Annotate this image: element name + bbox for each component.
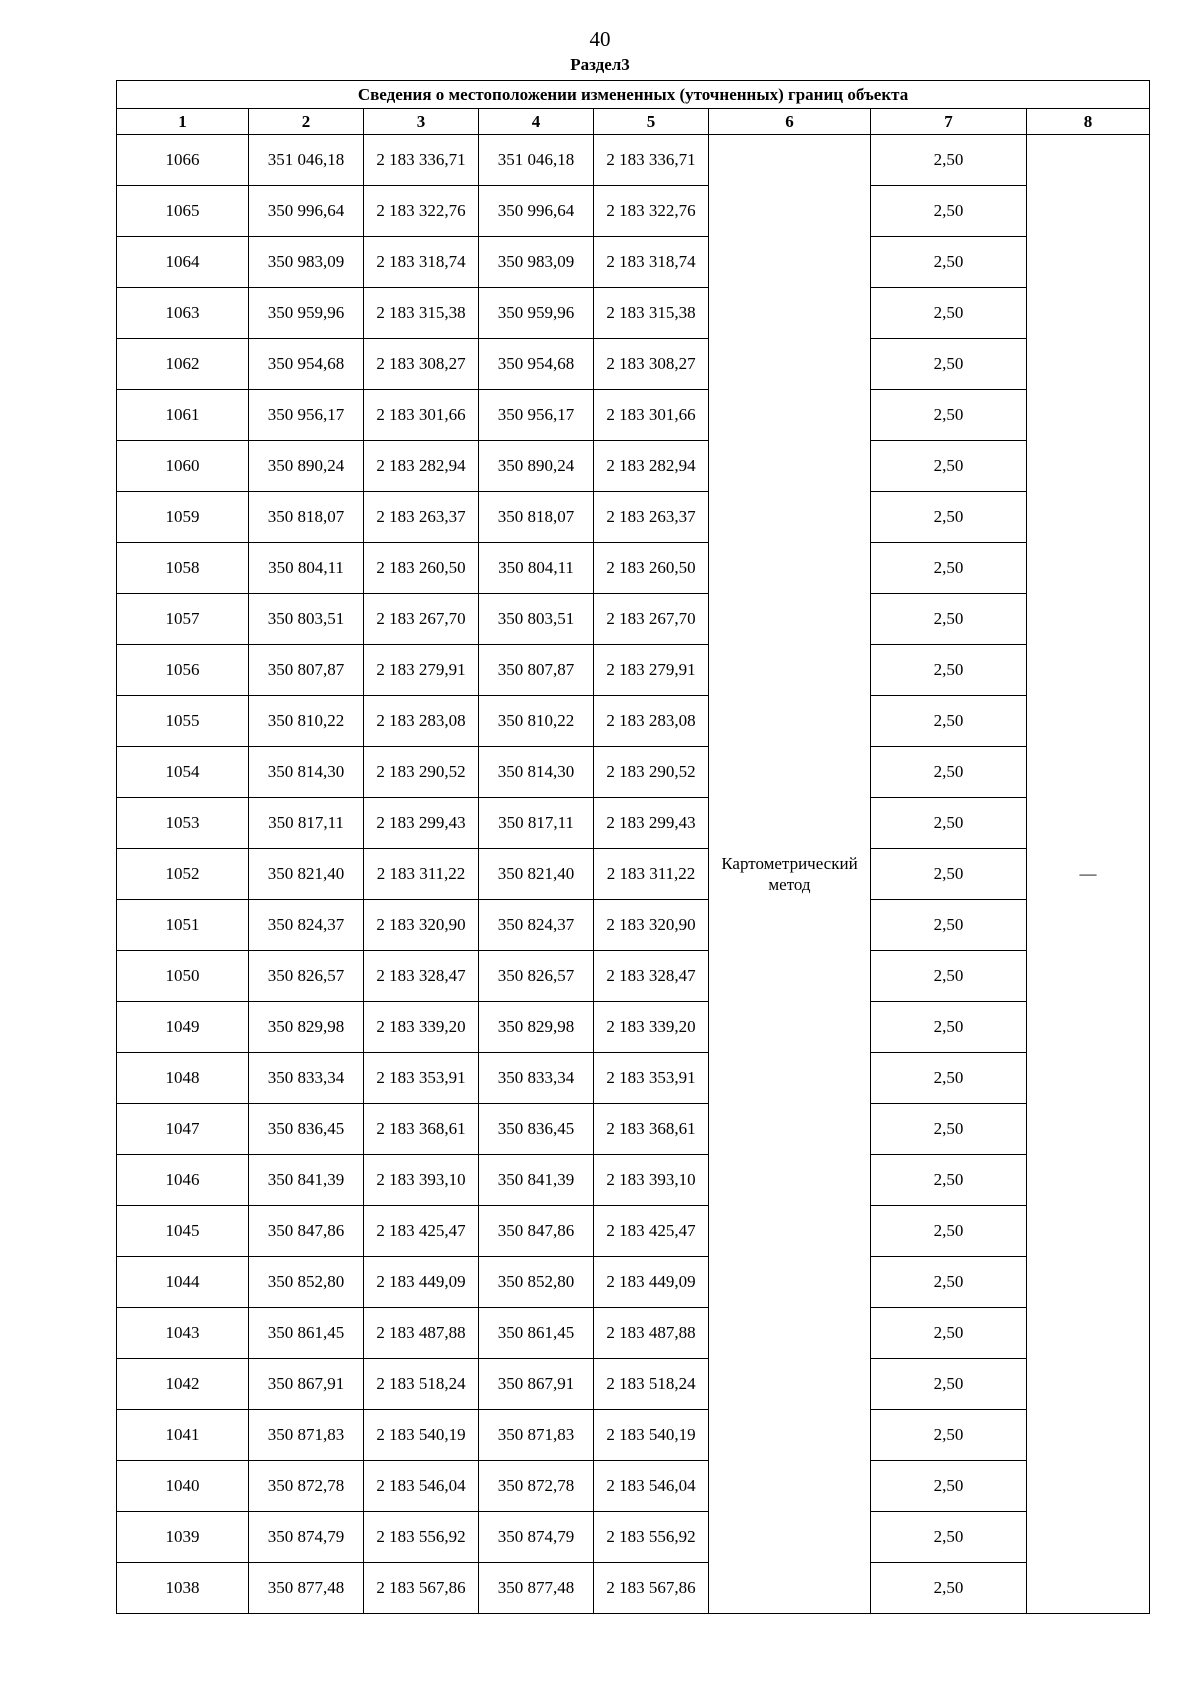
x-old-cell: 351 046,18 — [249, 135, 364, 186]
y-old-cell: 2 183 320,90 — [364, 900, 479, 951]
x-new-cell: 350 954,68 — [479, 339, 594, 390]
y-new-cell: 2 183 260,50 — [594, 543, 709, 594]
point-number-cell: 1044 — [117, 1257, 249, 1308]
point-number-cell: 1041 — [117, 1410, 249, 1461]
x-old-cell: 350 872,78 — [249, 1461, 364, 1512]
point-number-cell: 1057 — [117, 594, 249, 645]
point-number-cell: 1055 — [117, 696, 249, 747]
y-old-cell: 2 183 299,43 — [364, 798, 479, 849]
accuracy-cell: 2,50 — [871, 339, 1027, 390]
x-old-cell: 350 829,98 — [249, 1002, 364, 1053]
section-title: Раздел3 — [570, 55, 630, 74]
y-old-cell: 2 183 449,09 — [364, 1257, 479, 1308]
point-number-cell: 1054 — [117, 747, 249, 798]
accuracy-cell: 2,50 — [871, 645, 1027, 696]
x-old-cell: 350 867,91 — [249, 1359, 364, 1410]
y-new-cell: 2 183 290,52 — [594, 747, 709, 798]
point-number-cell: 1052 — [117, 849, 249, 900]
accuracy-cell: 2,50 — [871, 186, 1027, 237]
y-old-cell: 2 183 283,08 — [364, 696, 479, 747]
column-header-7: 7 — [871, 109, 1027, 135]
table-row — [117, 186, 1150, 237]
y-old-cell: 2 183 556,92 — [364, 1512, 479, 1563]
y-new-cell: 2 183 328,47 — [594, 951, 709, 1002]
accuracy-cell: 2,50 — [871, 1002, 1027, 1053]
point-number-cell: 1040 — [117, 1461, 249, 1512]
y-new-cell: 2 183 339,20 — [594, 1002, 709, 1053]
point-number-cell: 1047 — [117, 1104, 249, 1155]
accuracy-cell: 2,50 — [871, 900, 1027, 951]
table-row — [117, 492, 1150, 543]
y-new-cell: 2 183 308,27 — [594, 339, 709, 390]
x-new-cell: 350 877,48 — [479, 1563, 594, 1614]
y-new-cell: 2 183 318,74 — [594, 237, 709, 288]
x-new-cell: 350 890,24 — [479, 441, 594, 492]
y-old-cell: 2 183 263,37 — [364, 492, 479, 543]
y-new-cell: 2 183 368,61 — [594, 1104, 709, 1155]
column-header-1: 1 — [117, 109, 249, 135]
y-old-cell: 2 183 567,86 — [364, 1563, 479, 1614]
x-old-cell: 350 996,64 — [249, 186, 364, 237]
table-row — [117, 1104, 1150, 1155]
x-new-cell: 350 852,80 — [479, 1257, 594, 1308]
table-row — [117, 1359, 1150, 1410]
x-new-cell: 350 841,39 — [479, 1155, 594, 1206]
point-number-cell: 1046 — [117, 1155, 249, 1206]
table-body — [117, 135, 1150, 1614]
accuracy-cell: 2,50 — [871, 1308, 1027, 1359]
table-caption: Сведения о местоположении измененных (уточненных) границ объекта — [117, 81, 1150, 109]
accuracy-cell: 2,50 — [871, 951, 1027, 1002]
y-new-cell: 2 183 267,70 — [594, 594, 709, 645]
x-old-cell: 350 833,34 — [249, 1053, 364, 1104]
x-old-cell: 350 803,51 — [249, 594, 364, 645]
x-new-cell: 350 824,37 — [479, 900, 594, 951]
y-old-cell: 2 183 260,50 — [364, 543, 479, 594]
x-new-cell: 350 983,09 — [479, 237, 594, 288]
x-old-cell: 350 810,22 — [249, 696, 364, 747]
table-row — [117, 288, 1150, 339]
table-head — [117, 81, 1150, 135]
x-new-cell: 350 996,64 — [479, 186, 594, 237]
table-row — [117, 1410, 1150, 1461]
x-old-cell: 350 959,96 — [249, 288, 364, 339]
y-old-cell: 2 183 393,10 — [364, 1155, 479, 1206]
x-new-cell: 350 861,45 — [479, 1308, 594, 1359]
y-new-cell: 2 183 556,92 — [594, 1512, 709, 1563]
x-old-cell: 350 877,48 — [249, 1563, 364, 1614]
table-row — [117, 645, 1150, 696]
y-old-cell: 2 183 518,24 — [364, 1359, 479, 1410]
x-new-cell: 350 810,22 — [479, 696, 594, 747]
x-new-cell: 350 804,11 — [479, 543, 594, 594]
y-old-cell: 2 183 308,27 — [364, 339, 479, 390]
x-new-cell: 350 847,86 — [479, 1206, 594, 1257]
y-old-cell: 2 183 328,47 — [364, 951, 479, 1002]
accuracy-cell: 2,50 — [871, 747, 1027, 798]
table-row — [117, 1308, 1150, 1359]
point-number-cell: 1060 — [117, 441, 249, 492]
y-new-cell: 2 183 263,37 — [594, 492, 709, 543]
y-new-cell: 2 183 487,88 — [594, 1308, 709, 1359]
column-header-6: 6 — [709, 109, 871, 135]
column-header-2: 2 — [249, 109, 364, 135]
y-old-cell: 2 183 290,52 — [364, 747, 479, 798]
point-number-cell: 1061 — [117, 390, 249, 441]
x-new-cell: 350 818,07 — [479, 492, 594, 543]
y-new-cell: 2 183 449,09 — [594, 1257, 709, 1308]
table-row — [117, 1563, 1150, 1614]
point-number-cell: 1045 — [117, 1206, 249, 1257]
x-old-cell: 350 954,68 — [249, 339, 364, 390]
accuracy-cell: 2,50 — [871, 1512, 1027, 1563]
y-new-cell: 2 183 518,24 — [594, 1359, 709, 1410]
x-old-cell: 350 818,07 — [249, 492, 364, 543]
table-row — [117, 1002, 1150, 1053]
x-old-cell: 350 861,45 — [249, 1308, 364, 1359]
y-new-cell: 2 183 315,38 — [594, 288, 709, 339]
accuracy-cell: 2,50 — [871, 594, 1027, 645]
point-number-cell: 1042 — [117, 1359, 249, 1410]
x-old-cell: 350 807,87 — [249, 645, 364, 696]
point-number-cell: 1059 — [117, 492, 249, 543]
y-old-cell: 2 183 425,47 — [364, 1206, 479, 1257]
point-number-cell: 1039 — [117, 1512, 249, 1563]
table-row — [117, 951, 1150, 1002]
y-new-cell: 2 183 320,90 — [594, 900, 709, 951]
table-row — [117, 696, 1150, 747]
table-row — [117, 1053, 1150, 1104]
x-old-cell: 350 841,39 — [249, 1155, 364, 1206]
y-new-cell: 2 183 322,76 — [594, 186, 709, 237]
y-new-cell: 2 183 336,71 — [594, 135, 709, 186]
x-old-cell: 350 890,24 — [249, 441, 364, 492]
y-old-cell: 2 183 301,66 — [364, 390, 479, 441]
x-old-cell: 350 871,83 — [249, 1410, 364, 1461]
accuracy-cell: 2,50 — [871, 798, 1027, 849]
x-new-cell: 350 807,87 — [479, 645, 594, 696]
x-old-cell: 350 814,30 — [249, 747, 364, 798]
accuracy-cell: 2,50 — [871, 1257, 1027, 1308]
x-old-cell: 350 826,57 — [249, 951, 364, 1002]
x-new-cell: 350 871,83 — [479, 1410, 594, 1461]
y-new-cell: 2 183 393,10 — [594, 1155, 709, 1206]
y-old-cell: 2 183 353,91 — [364, 1053, 479, 1104]
point-number-cell: 1056 — [117, 645, 249, 696]
y-new-cell: 2 183 353,91 — [594, 1053, 709, 1104]
table-row — [117, 849, 1150, 900]
y-new-cell: 2 183 299,43 — [594, 798, 709, 849]
accuracy-cell: 2,50 — [871, 1053, 1027, 1104]
table-row — [117, 543, 1150, 594]
x-new-cell: 350 872,78 — [479, 1461, 594, 1512]
table-row — [117, 747, 1150, 798]
y-new-cell: 2 183 279,91 — [594, 645, 709, 696]
y-old-cell: 2 183 322,76 — [364, 186, 479, 237]
coordinates-table — [116, 80, 1150, 1614]
table-row — [117, 1155, 1150, 1206]
accuracy-cell: 2,50 — [871, 849, 1027, 900]
column-header-4: 4 — [479, 109, 594, 135]
accuracy-cell: 2,50 — [871, 1206, 1027, 1257]
y-old-cell: 2 183 339,20 — [364, 1002, 479, 1053]
point-number-cell: 1062 — [117, 339, 249, 390]
y-new-cell: 2 183 283,08 — [594, 696, 709, 747]
accuracy-cell: 2,50 — [871, 288, 1027, 339]
point-number-cell: 1048 — [117, 1053, 249, 1104]
y-old-cell: 2 183 336,71 — [364, 135, 479, 186]
accuracy-cell: 2,50 — [871, 1104, 1027, 1155]
y-old-cell: 2 183 546,04 — [364, 1461, 479, 1512]
x-new-cell: 350 956,17 — [479, 390, 594, 441]
point-number-cell: 1043 — [117, 1308, 249, 1359]
y-new-cell: 2 183 425,47 — [594, 1206, 709, 1257]
y-old-cell: 2 183 540,19 — [364, 1410, 479, 1461]
x-old-cell: 350 817,11 — [249, 798, 364, 849]
y-old-cell: 2 183 368,61 — [364, 1104, 479, 1155]
accuracy-cell: 2,50 — [871, 543, 1027, 594]
x-old-cell: 350 821,40 — [249, 849, 364, 900]
table-row — [117, 390, 1150, 441]
point-number-cell: 1063 — [117, 288, 249, 339]
table-row — [117, 135, 1150, 186]
table-row — [117, 798, 1150, 849]
x-old-cell: 350 847,86 — [249, 1206, 364, 1257]
point-number-cell: 1049 — [117, 1002, 249, 1053]
x-old-cell: 350 983,09 — [249, 237, 364, 288]
point-number-cell: 1050 — [117, 951, 249, 1002]
point-number-cell: 1038 — [117, 1563, 249, 1614]
y-new-cell: 2 183 301,66 — [594, 390, 709, 441]
accuracy-cell: 2,50 — [871, 237, 1027, 288]
y-old-cell: 2 183 267,70 — [364, 594, 479, 645]
y-old-cell: 2 183 279,91 — [364, 645, 479, 696]
accuracy-cell: 2,50 — [871, 1563, 1027, 1614]
table-row — [117, 1461, 1150, 1512]
table-row — [117, 339, 1150, 390]
accuracy-cell: 2,50 — [871, 1410, 1027, 1461]
method-cell: Картометрический метод — [709, 135, 871, 1614]
accuracy-cell: 2,50 — [871, 390, 1027, 441]
point-number-cell: 1066 — [117, 135, 249, 186]
y-new-cell: 2 183 311,22 — [594, 849, 709, 900]
point-number-cell: 1051 — [117, 900, 249, 951]
table-row — [117, 441, 1150, 492]
x-new-cell: 350 874,79 — [479, 1512, 594, 1563]
x-old-cell: 350 836,45 — [249, 1104, 364, 1155]
x-old-cell: 350 956,17 — [249, 390, 364, 441]
x-new-cell: 350 821,40 — [479, 849, 594, 900]
x-new-cell: 350 836,45 — [479, 1104, 594, 1155]
x-new-cell: 350 817,11 — [479, 798, 594, 849]
page-number: 40 — [589, 27, 611, 51]
column-header-3: 3 — [364, 109, 479, 135]
column-header-5: 5 — [594, 109, 709, 135]
y-new-cell: 2 183 540,19 — [594, 1410, 709, 1461]
point-number-cell: 1065 — [117, 186, 249, 237]
table-row — [117, 237, 1150, 288]
x-new-cell: 350 833,34 — [479, 1053, 594, 1104]
note-cell: — — [1027, 135, 1150, 1614]
column-header-8: 8 — [1027, 109, 1150, 135]
accuracy-cell: 2,50 — [871, 696, 1027, 747]
x-old-cell: 350 824,37 — [249, 900, 364, 951]
x-old-cell: 350 874,79 — [249, 1512, 364, 1563]
x-new-cell: 351 046,18 — [479, 135, 594, 186]
y-new-cell: 2 183 546,04 — [594, 1461, 709, 1512]
y-old-cell: 2 183 282,94 — [364, 441, 479, 492]
y-new-cell: 2 183 567,86 — [594, 1563, 709, 1614]
table-row — [117, 594, 1150, 645]
accuracy-cell: 2,50 — [871, 135, 1027, 186]
point-number-cell: 1064 — [117, 237, 249, 288]
accuracy-cell: 2,50 — [871, 441, 1027, 492]
table-row — [117, 1512, 1150, 1563]
table-row — [117, 1206, 1150, 1257]
x-new-cell: 350 959,96 — [479, 288, 594, 339]
y-new-cell: 2 183 282,94 — [594, 441, 709, 492]
y-old-cell: 2 183 487,88 — [364, 1308, 479, 1359]
table-row — [117, 1257, 1150, 1308]
x-old-cell: 350 804,11 — [249, 543, 364, 594]
table-row — [117, 900, 1150, 951]
accuracy-cell: 2,50 — [871, 1359, 1027, 1410]
accuracy-cell: 2,50 — [871, 1155, 1027, 1206]
y-old-cell: 2 183 318,74 — [364, 237, 479, 288]
accuracy-cell: 2,50 — [871, 1461, 1027, 1512]
point-number-cell: 1053 — [117, 798, 249, 849]
x-new-cell: 350 803,51 — [479, 594, 594, 645]
y-old-cell: 2 183 315,38 — [364, 288, 479, 339]
y-old-cell: 2 183 311,22 — [364, 849, 479, 900]
x-old-cell: 350 852,80 — [249, 1257, 364, 1308]
x-new-cell: 350 829,98 — [479, 1002, 594, 1053]
accuracy-cell: 2,50 — [871, 492, 1027, 543]
x-new-cell: 350 826,57 — [479, 951, 594, 1002]
x-new-cell: 350 814,30 — [479, 747, 594, 798]
x-new-cell: 350 867,91 — [479, 1359, 594, 1410]
point-number-cell: 1058 — [117, 543, 249, 594]
